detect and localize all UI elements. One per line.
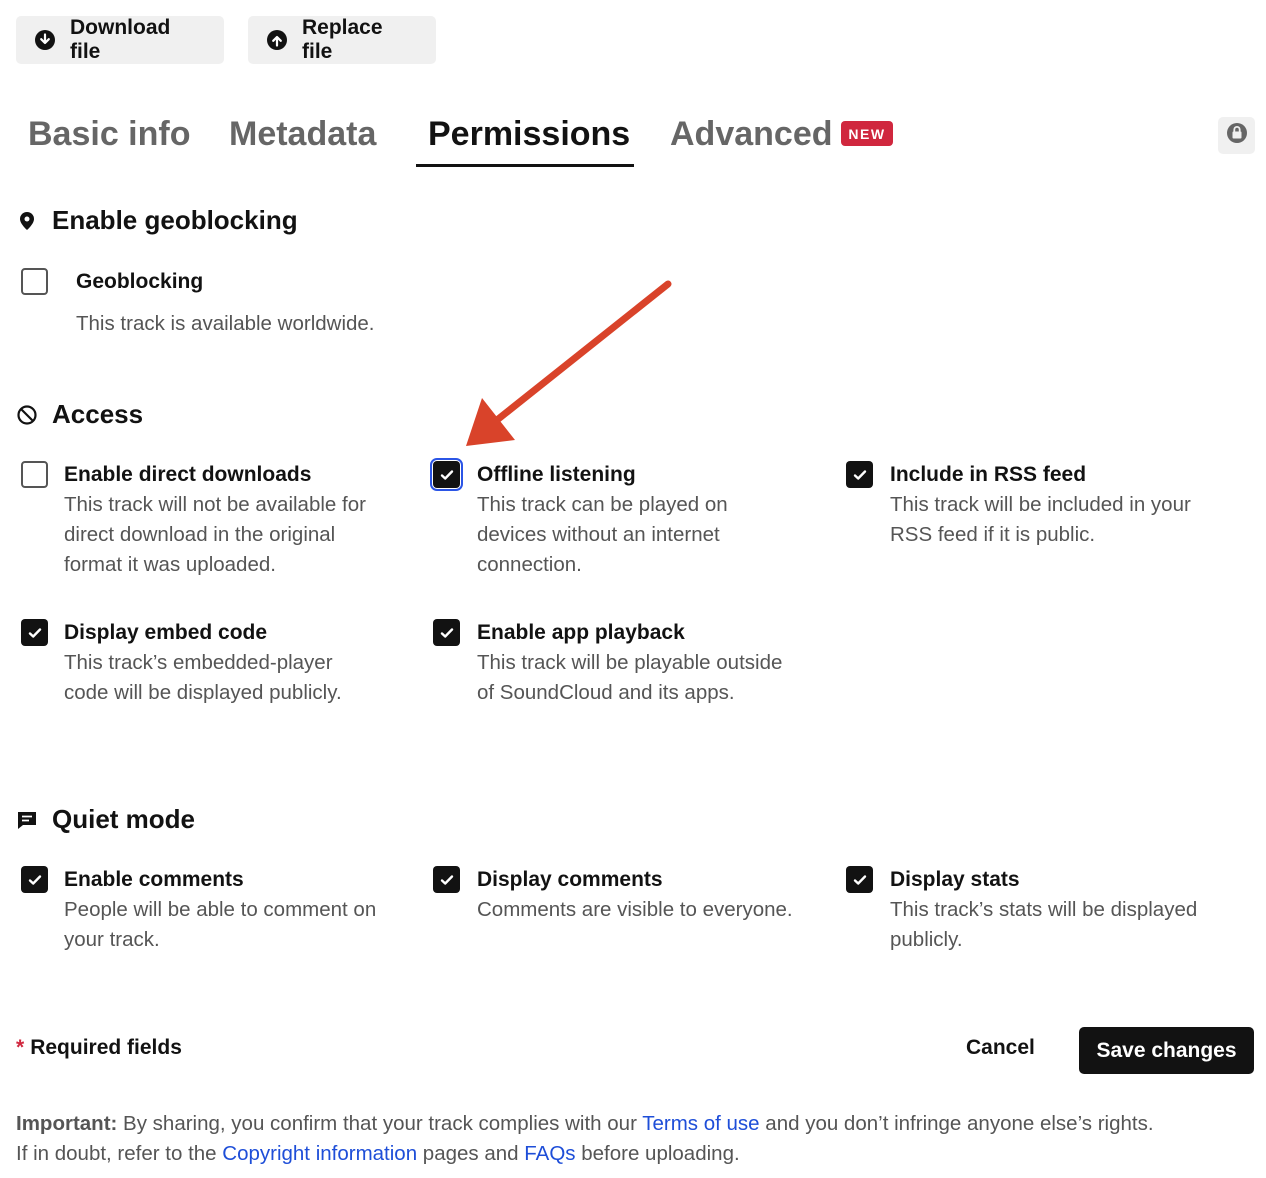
geoblocking-title-text: Enable geoblocking — [52, 205, 298, 235]
checkmark-icon — [438, 871, 456, 889]
display-stats-checkbox[interactable] — [846, 866, 873, 893]
required-star: * — [16, 1036, 25, 1059]
required-fields-note — [16, 1036, 182, 1060]
notice-text: and you don’t infringe anyone else’s rights. — [759, 1112, 1154, 1135]
notice-text: By sharing, you confirm that your track complies with our — [117, 1112, 643, 1135]
display-comments-checkbox[interactable] — [433, 866, 460, 893]
offline-listening-label: Offline listening — [477, 463, 636, 486]
app-playback-desc — [477, 648, 782, 708]
enable-comments-checkbox[interactable] — [21, 866, 48, 893]
location-pin-icon — [16, 210, 38, 232]
embed-code-desc — [64, 648, 342, 708]
required-fields-label: Required fields — [30, 1036, 182, 1059]
new-badge: NEW — [841, 121, 893, 146]
checkmark-icon — [851, 466, 869, 484]
desc-line: format it was uploaded. — [64, 553, 276, 576]
checkmark-icon — [26, 624, 44, 642]
tab-basic-info[interactable]: Basic info — [28, 115, 191, 153]
geoblocking-desc: This track is available worldwide. — [76, 312, 375, 335]
offline-listening-checkbox[interactable] — [433, 461, 460, 488]
block-icon — [16, 404, 38, 426]
rss-feed-desc — [890, 490, 1191, 550]
notice-text: If in doubt, refer to the — [16, 1142, 223, 1165]
desc-line: This track will be included in your — [890, 493, 1191, 516]
notice-text: pages and — [417, 1142, 525, 1165]
offline-listening-desc — [477, 490, 728, 580]
embed-code-label: Display embed code — [64, 621, 268, 644]
direct-downloads-label: Enable direct downloads — [64, 463, 312, 486]
desc-line: This track will be playable outside — [477, 651, 783, 674]
desc-line: RSS feed if it is public. — [890, 523, 1096, 546]
embed-code-checkbox[interactable] — [21, 619, 48, 646]
lock-button[interactable] — [1218, 117, 1255, 154]
rss-feed-checkbox[interactable] — [846, 461, 873, 488]
cancel-button[interactable]: Cancel — [966, 1036, 1035, 1059]
checkmark-icon — [26, 871, 44, 889]
checkmark-icon — [438, 624, 456, 642]
enable-comments-desc — [64, 895, 376, 955]
direct-downloads-checkbox[interactable] — [21, 461, 48, 488]
download-icon — [34, 29, 56, 51]
save-changes-button[interactable]: Save changes — [1079, 1027, 1254, 1074]
quiet-mode-section-title — [16, 804, 195, 835]
rss-feed-label: Include in RSS feed — [890, 463, 1087, 486]
replace-file-button[interactable] — [248, 16, 436, 64]
geoblocking-checkbox[interactable] — [21, 268, 48, 295]
quiet-mode-title-text: Quiet mode — [52, 804, 196, 834]
desc-line: code will be displayed publicly. — [64, 681, 342, 704]
desc-line: Comments are visible to everyone. — [477, 898, 793, 921]
tab-advanced[interactable]: Advanced — [670, 115, 833, 153]
comment-icon — [16, 809, 38, 831]
legal-notice — [16, 1109, 1256, 1169]
desc-line: direct download in the original — [64, 523, 336, 546]
lock-icon — [1226, 122, 1248, 149]
replace-file-label: Replace file — [302, 16, 383, 63]
desc-line: This track can be played on — [477, 493, 728, 516]
checkmark-icon — [851, 871, 869, 889]
tab-metadata[interactable]: Metadata — [229, 115, 377, 153]
geoblocking-label: Geoblocking — [76, 270, 204, 293]
desc-line: This track will not be available for — [64, 493, 366, 516]
download-file-label: Download file — [70, 16, 171, 63]
geoblocking-section-title — [16, 205, 298, 236]
terms-of-use-link[interactable]: Terms of use — [642, 1112, 760, 1135]
tab-permissions[interactable]: Permissions — [428, 115, 631, 153]
active-tab-indicator — [416, 164, 634, 167]
checkmark-icon — [438, 466, 456, 484]
display-stats-label: Display stats — [890, 868, 1020, 891]
display-stats-desc — [890, 895, 1197, 955]
app-playback-label: Enable app playback — [477, 621, 685, 644]
desc-line: This track’s stats will be displayed — [890, 898, 1198, 921]
faqs-link[interactable]: FAQs — [524, 1142, 576, 1165]
app-playback-checkbox[interactable] — [433, 619, 460, 646]
display-comments-desc — [477, 895, 793, 925]
enable-comments-label: Enable comments — [64, 868, 244, 891]
important-label: Important: — [16, 1112, 118, 1135]
upload-icon — [266, 29, 288, 51]
access-section-title — [16, 399, 143, 430]
desc-line: connection. — [477, 553, 582, 576]
desc-line: publicly. — [890, 928, 963, 951]
display-comments-label: Display comments — [477, 868, 663, 891]
notice-text: before uploading. — [575, 1142, 740, 1165]
download-file-button[interactable] — [16, 16, 224, 64]
desc-line: devices without an internet — [477, 523, 720, 546]
desc-line: People will be able to comment on — [64, 898, 377, 921]
direct-downloads-desc — [64, 490, 366, 580]
desc-line: This track’s embedded-player — [64, 651, 333, 674]
desc-line: of SoundCloud and its apps. — [477, 681, 735, 704]
copyright-info-link[interactable]: Copyright information — [222, 1142, 418, 1165]
access-title-text: Access — [52, 399, 144, 429]
desc-line: your track. — [64, 928, 160, 951]
